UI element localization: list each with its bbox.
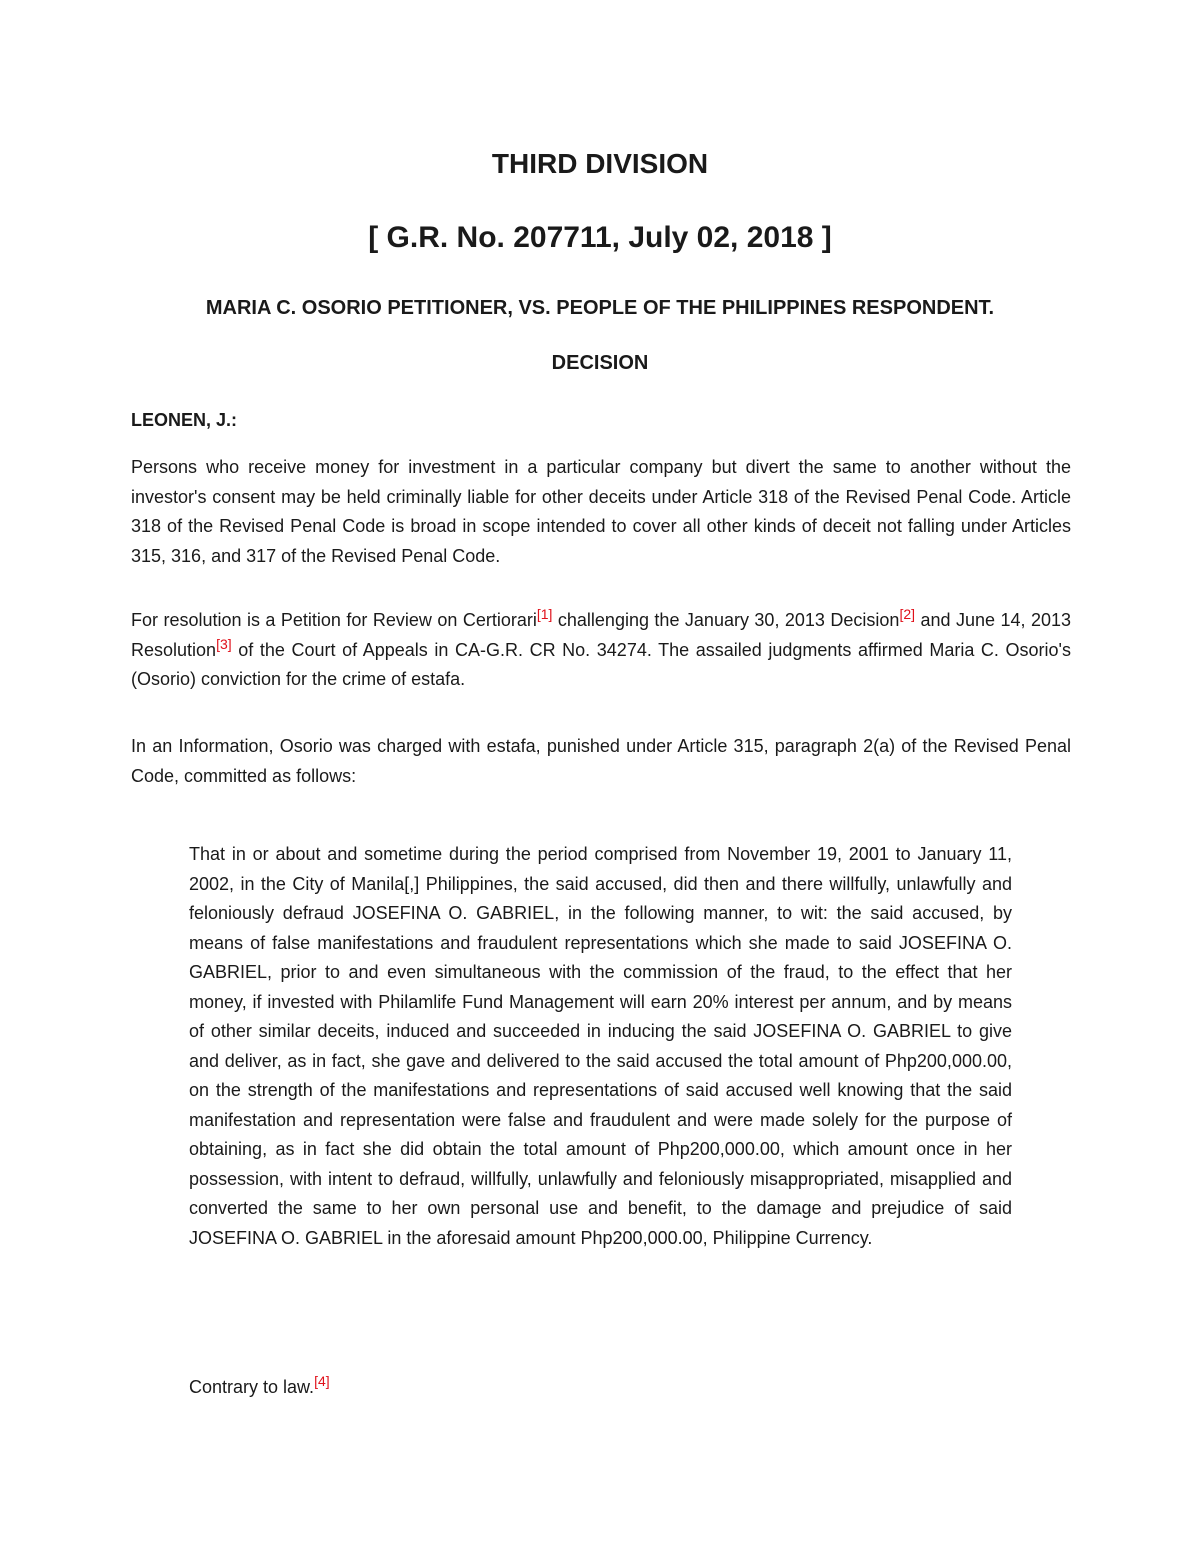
footnote-link-4[interactable]: [ $^4$ ] <box>314 1373 330 1389</box>
paragraph-text: challenging the January 30, 2013 Decision <box>552 610 900 630</box>
ponente: LEONEN, J.: <box>131 410 238 430</box>
case-number: [ G.R. No. 207711, July 02, 2018 ] <box>368 221 832 254</box>
division-heading: THIRD DIVISION <box>491 148 709 179</box>
paragraph-text: of the Court of Appeals in CA-G.R. CR No. 34274. The assailed judgments affirmed Maria C. Osorio's (Osorio) conviction for the crime of estafa. <box>131 639 1071 689</box>
closing-text: Contrary to law. <box>189 1377 315 1397</box>
body-paragraph-3: In an Information, Osorio was charged with estafa, punished under Article 315, paragraph 2(a) of the Revised Penal Code, committed as follows: <box>131 736 1071 786</box>
footnote-link-2[interactable]: [ $^2$ ] <box>899 606 915 622</box>
body-paragraph-1: Persons who receive money for investment in a particular company but divert the same to another without the investor's consent may be held criminally liable for other deceits under Article 318 of the Revised Penal Code. Article 318 of the Revised Penal Code is broad in scope intended to cover all other kinds of deceit not falling under Articles 315, 316, and 317 of the Revised Penal Code. <box>131 457 1071 566</box>
paragraph-text: and June 14, 2013 Resolution <box>131 610 1071 660</box>
paragraph-text: For resolution is a Petition for Review on Certiorari <box>131 610 537 630</box>
document-type: DECISION <box>551 352 649 374</box>
footnote-link-3[interactable]: [ $^3$ ] <box>216 636 232 652</box>
information-quote: That in or about and sometime during the period comprised from November 19, 2001 to January 11, 2002, in the City of Manila[,] Philippines, the said accused, did then and there willfully, unlawfully and feloniously defraud JOSEFINA O. GABRIEL, in the following manner, to wit: the said accused, by means of false manifestations and fraudulent representations which she made to said JOSEFINA O. GABRIEL, prior to and even simultaneous with the commission of the fraud, to the effect that her money, if invested with Philamlife Fund Management will earn 20% interest per annum, and by means of other similar deceits, induced and succeeded in inducing the said JOSEFINA O. GABRIEL to give and deliver, as in fact, she gave and delivered to the said accused the total amount of Php200,000.00, on the strength of the manifestations and representations of said accused well knowing that the said manifestation and representation were false and fraudulent and were made solely for the purpose of obtaining, as in fact she did obtain the total amount of Php200,000.00, which amount once in her possession, with intent to defraud, willfully, unlawfully and feloniously misappropriated, misapplied and converted the same to her own personal use and benefit, to the damage and prejudice of said JOSEFINA O. GABRIEL in the aforesaid amount Php200,000.00, Philippine Currency. <box>189 844 1012 1248</box>
case-parties: MARIA C. OSORIO PETITIONER, VS. PEOPLE OF THE PHILIPPINES RESPONDENT. <box>205 297 995 319</box>
body-paragraph-2 <box>131 606 1071 695</box>
footnote-link-1[interactable]: [ $^1$ ] <box>537 606 553 622</box>
quote-closing <box>189 1373 1012 1403</box>
